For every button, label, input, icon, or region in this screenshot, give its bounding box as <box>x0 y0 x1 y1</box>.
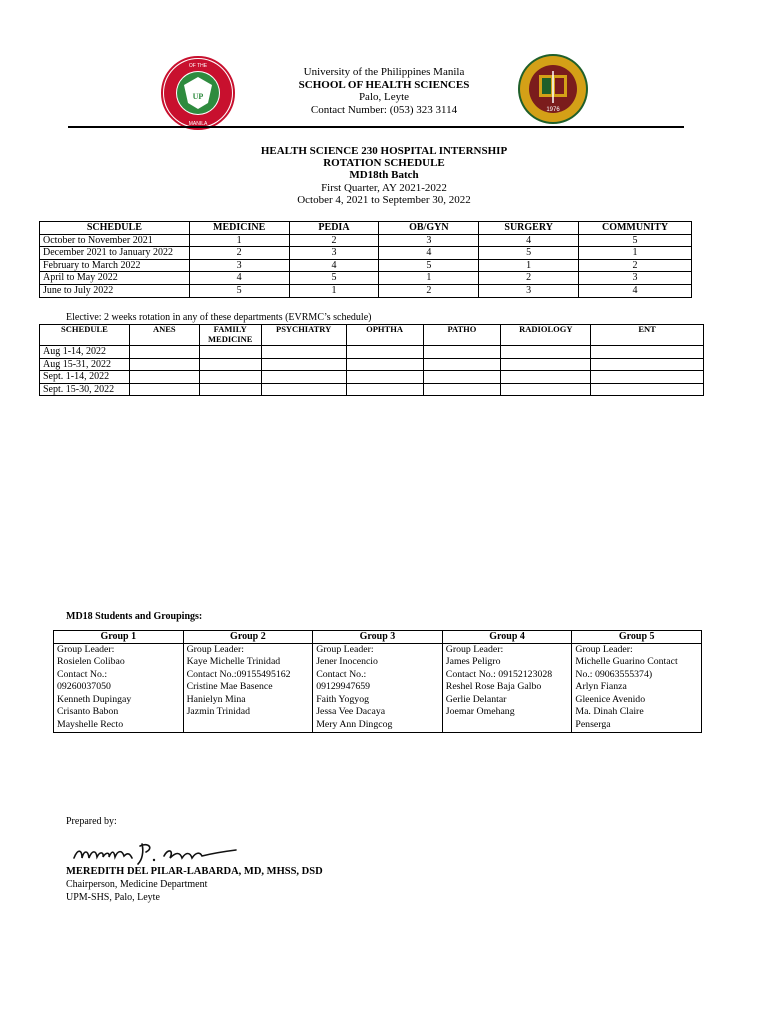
empty-cell <box>346 383 423 396</box>
title-course: HEALTH SCIENCE 230 HOSPITAL INTERNSHIP <box>260 145 508 157</box>
group-number-cell: 1 <box>479 259 579 272</box>
table-row <box>40 358 704 371</box>
group-number-cell: 1 <box>189 234 289 247</box>
seal-year: 1976 <box>546 107 560 113</box>
group-number-cell: 4 <box>379 247 479 260</box>
svg-text:UP: UP <box>192 92 204 101</box>
empty-cell <box>501 371 591 384</box>
member-line: Gleenice Avenido <box>575 693 646 705</box>
member-line: No.: 09063555374) <box>575 668 653 680</box>
column-header: SCHEDULE <box>40 222 190 235</box>
member-line: Joemar Omehang <box>445 706 515 717</box>
column-header: OPHTHA <box>346 325 423 346</box>
empty-cell <box>129 346 199 359</box>
column-header: MEDICINE <box>189 222 289 235</box>
schedule-cell: Aug 1-14, 2022 <box>40 346 130 359</box>
table-row <box>40 247 692 260</box>
member-line: Mery Ann Dingcog <box>316 718 393 730</box>
groupings-table <box>53 630 702 733</box>
group-number-cell: 5 <box>379 259 479 272</box>
empty-cell <box>261 346 346 359</box>
schedule-cell: October to November 2021 <box>40 234 190 247</box>
group-number-cell: 3 <box>479 284 579 297</box>
empty-cell <box>423 358 501 371</box>
empty-cell <box>501 346 591 359</box>
group-number-cell: 2 <box>189 247 289 260</box>
column-header: PEDIA <box>289 222 379 235</box>
column-header: PATHO <box>423 325 501 346</box>
empty-cell <box>501 358 591 371</box>
empty-cell <box>199 358 261 371</box>
table-row <box>40 371 704 384</box>
empty-cell <box>129 383 199 396</box>
group-3-members <box>313 643 443 732</box>
elective-schedule-table <box>39 324 704 396</box>
group-number-cell: 4 <box>579 284 692 297</box>
group-2-members <box>183 643 313 732</box>
rotation-schedule-table <box>39 221 692 298</box>
university-name: University of the Philippines Manila <box>303 66 465 78</box>
group-5-members <box>572 643 702 732</box>
schedule-cell: Sept. 15-30, 2022 <box>40 383 130 396</box>
column-header: SCHEDULE <box>40 325 130 346</box>
column-header: COMMUNITY <box>579 222 692 235</box>
empty-cell <box>261 358 346 371</box>
empty-cell <box>591 346 704 359</box>
schedule-cell: Aug 15-31, 2022 <box>40 358 130 371</box>
table-row <box>40 383 704 396</box>
column-header: RADIOLOGY <box>501 325 591 346</box>
seal-text-bottom: MANILA <box>188 121 208 127</box>
member-line: Arlyn Fianza <box>575 681 627 692</box>
group-number-cell: 1 <box>379 272 479 285</box>
letterhead <box>200 66 568 116</box>
empty-cell <box>423 346 501 359</box>
empty-cell <box>199 371 261 384</box>
member-line: Jessa Vee Dacaya <box>316 706 386 717</box>
member-line: Contact No.: <box>57 668 108 680</box>
member-line: Contact No.: 09152123028 <box>445 668 553 680</box>
group-header: Group 1 <box>54 631 184 644</box>
table-header-row <box>40 222 692 235</box>
member-line: Hanielyn Mina <box>186 693 246 705</box>
handwritten-signature <box>70 838 240 868</box>
empty-cell <box>591 383 704 396</box>
empty-cell <box>261 383 346 396</box>
member-line: Gerlie Delantar <box>445 693 507 705</box>
empty-cell <box>129 371 199 384</box>
group-number-cell: 4 <box>289 259 379 272</box>
group-number-cell: 5 <box>289 272 379 285</box>
group-number-cell: 5 <box>579 234 692 247</box>
empty-cell <box>199 383 261 396</box>
group-4-members <box>442 643 572 732</box>
table-header-row <box>40 325 704 346</box>
empty-cell <box>199 346 261 359</box>
empty-cell <box>346 346 423 359</box>
member-line: 09260037050 <box>57 681 111 692</box>
member-line: Cristine Mae Basence <box>186 681 273 692</box>
title-schedule: ROTATION SCHEDULE <box>323 157 445 170</box>
group-number-cell: 2 <box>479 272 579 285</box>
group-header: Group 5 <box>572 631 702 644</box>
schedule-cell: June to July 2022 <box>40 284 190 297</box>
schedule-cell: Sept. 1-14, 2022 <box>40 371 130 384</box>
group-number-cell: 1 <box>579 247 692 260</box>
member-line: Group Leader: <box>57 643 115 655</box>
member-line: Penserga <box>575 718 611 730</box>
column-header: FAMILY MEDICINE <box>199 325 261 346</box>
group-number-cell: 5 <box>479 247 579 260</box>
table-row <box>40 284 692 297</box>
empty-cell <box>346 358 423 371</box>
table-row <box>40 272 692 285</box>
member-line: Jener Inocencio <box>316 656 378 667</box>
member-line: Kaye Michelle Trinidad <box>186 656 281 667</box>
groupings-heading: MD18 Students and Groupings: <box>66 611 203 622</box>
table-row <box>40 259 692 272</box>
signatory-name: MEREDITH DEL PILAR-LABARDA, MD, MHSS, DSD <box>66 866 323 877</box>
group-header: Group 3 <box>313 631 443 644</box>
group-number-cell: 2 <box>289 234 379 247</box>
empty-cell <box>501 383 591 396</box>
group-header: Group 2 <box>183 631 313 644</box>
member-line: Group Leader: <box>445 643 504 655</box>
table-row <box>40 346 704 359</box>
member-line: Crisanto Babon <box>57 706 119 717</box>
empty-cell <box>591 358 704 371</box>
group-number-cell: 2 <box>379 284 479 297</box>
empty-cell <box>423 383 501 396</box>
column-header: SURGERY <box>479 222 579 235</box>
member-line: Group Leader: <box>186 643 244 655</box>
member-line: Reshel Rose Baja Galbo <box>445 681 542 692</box>
seal-text-top: OF THE <box>188 63 208 69</box>
shs-seal-logo <box>517 53 589 125</box>
group-number-cell: 4 <box>479 234 579 247</box>
empty-cell <box>423 371 501 384</box>
group-number-cell: 5 <box>189 284 289 297</box>
member-line: Faith Yogyog <box>316 693 369 705</box>
group-number-cell: 3 <box>379 234 479 247</box>
school-location: Palo, Leyte <box>358 91 410 103</box>
member-line: Group Leader: <box>316 643 374 655</box>
member-line: Group Leader: <box>575 643 633 655</box>
empty-cell <box>346 371 423 384</box>
member-line: James Peligro <box>445 656 501 667</box>
group-number-cell: 1 <box>289 284 379 297</box>
school-name: SCHOOL OF HEALTH SCIENCES <box>298 78 470 91</box>
member-line: Rosielen Colibao <box>57 656 125 667</box>
empty-cell <box>129 358 199 371</box>
signatory-title: Chairperson, Medicine Department <box>66 879 208 890</box>
group-number-cell: 2 <box>579 259 692 272</box>
member-line: Kenneth Dupingay <box>57 693 132 705</box>
column-header: ENT <box>591 325 704 346</box>
member-line: Contact No.: <box>316 668 367 680</box>
member-line: Contact No.:09155495162 <box>186 668 291 680</box>
group-number-cell: 3 <box>579 272 692 285</box>
elective-note: Elective: 2 weeks rotation in any of these departments (EVRMC’s schedule) <box>66 312 372 323</box>
header-divider <box>68 126 684 128</box>
column-header: PSYCHIATRY <box>261 325 346 346</box>
member-line: Michelle Guarino Contact <box>575 656 678 667</box>
schedule-cell: December 2021 to January 2022 <box>40 247 190 260</box>
title-quarter: First Quarter, AY 2021-2022 <box>321 181 447 194</box>
school-contact: Contact Number: (053) 323 3114 <box>310 103 458 116</box>
title-dates: October 4, 2021 to September 30, 2022 <box>297 193 471 206</box>
signatory-organization: UPM-SHS, Palo, Leyte <box>66 892 160 903</box>
group-1-members <box>54 643 184 732</box>
empty-cell <box>261 371 346 384</box>
document-title <box>100 145 668 206</box>
member-line: Jazmin Trinidad <box>186 706 251 717</box>
member-line: Ma. Dinah Claire <box>575 706 644 717</box>
prepared-by-label: Prepared by: <box>66 816 117 827</box>
group-number-cell: 4 <box>189 272 289 285</box>
schedule-cell: April to May 2022 <box>40 272 190 285</box>
member-line: 09129947659 <box>316 681 371 692</box>
table-row <box>40 234 692 247</box>
schedule-cell: February to March 2022 <box>40 259 190 272</box>
empty-cell <box>591 371 704 384</box>
table-row <box>54 643 702 732</box>
column-header: ANES <box>129 325 199 346</box>
title-batch: MD18th Batch <box>349 169 419 182</box>
group-header: Group 4 <box>442 631 572 644</box>
table-header-row <box>54 631 702 644</box>
member-line: Mayshelle Recto <box>57 718 124 730</box>
group-number-cell: 3 <box>289 247 379 260</box>
group-number-cell: 3 <box>189 259 289 272</box>
column-header: OB/GYN <box>379 222 479 235</box>
